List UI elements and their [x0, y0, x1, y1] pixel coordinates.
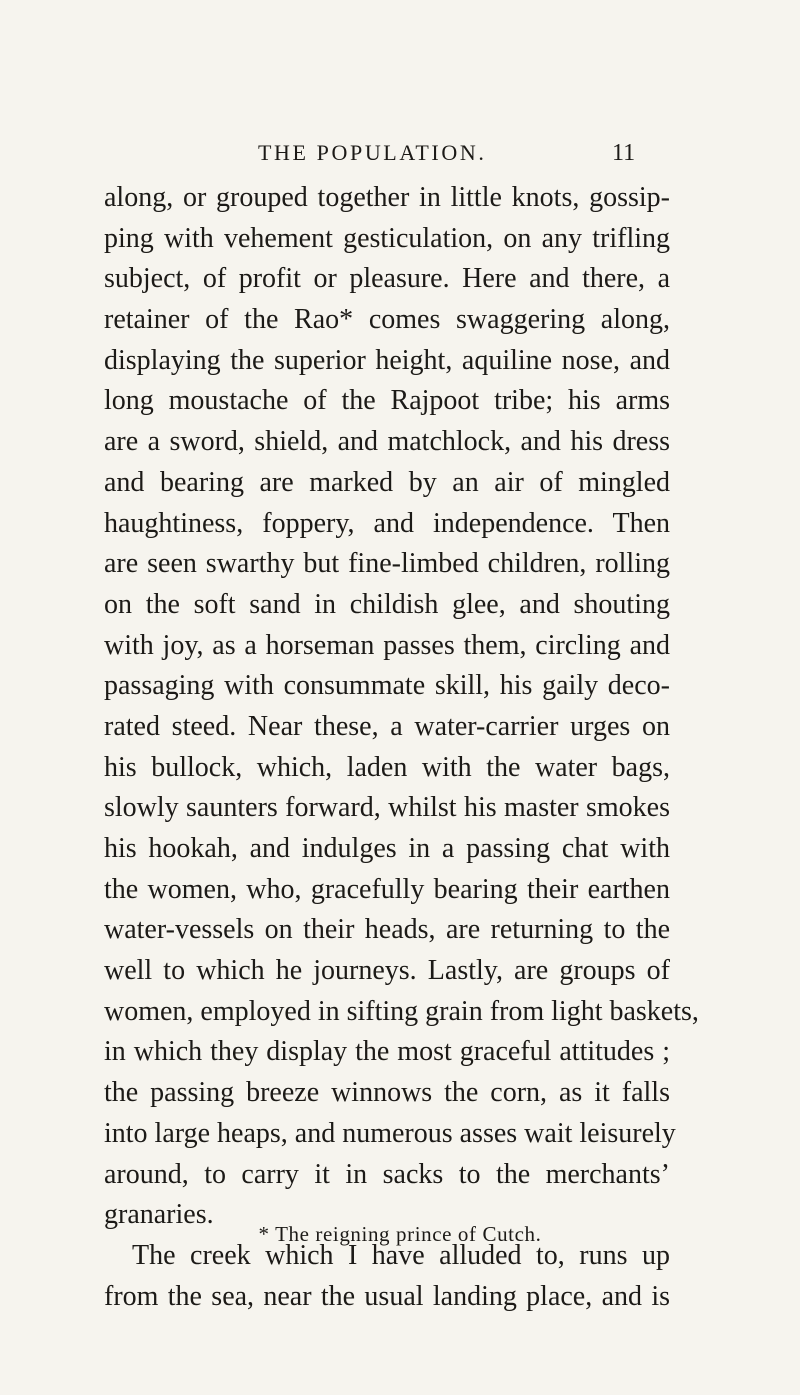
text-line: women, employed in sifting grain from light baskets, — [104, 995, 699, 1027]
text-line: slowly saunters forward, whilst his master smokes — [104, 792, 670, 824]
text-line: well to which he journeys. Lastly, are groups of — [104, 955, 670, 987]
text-line: his bullock, which, laden with the water bags, — [104, 751, 670, 783]
text-line: with joy, as a horseman passes them, circling and — [104, 629, 670, 661]
text-line: subject, of profit or pleasure. Here and there, a — [104, 263, 670, 295]
body-text — [104, 178, 699, 1317]
text-line: are a sword, shield, and matchlock, and his dress — [104, 426, 670, 458]
text-line: passaging with consummate skill, his gaily deco- — [104, 670, 670, 702]
text-line: along, or grouped together in little knots, gossip- — [104, 182, 670, 213]
text-line: water-vessels on their heads, are returning to the — [104, 914, 670, 946]
text-line: on the soft sand in childish glee, and shouting — [104, 588, 670, 620]
text-line: rated steed. Near these, a water-carrier urges on — [104, 710, 670, 742]
text-line: from the sea, near the usual landing place, and is — [104, 1280, 670, 1312]
text-line: and bearing are marked by an air of mingled — [104, 466, 670, 498]
text-line: are seen swarthy but fine-limbed children, rolling — [104, 548, 670, 580]
text-line: the passing breeze winnows the corn, as it falls — [104, 1077, 670, 1109]
text-line: retainer of the Rao* comes swaggering along, — [104, 304, 670, 336]
text-line: ping with vehement gesticulation, on any trifling — [104, 222, 670, 254]
running-head — [0, 140, 800, 174]
text-line: into large heaps, and numerous asses wait leisurely — [104, 1117, 676, 1149]
text-line: long moustache of the Rajpoot tribe; his arms — [104, 385, 670, 417]
text-line: his hookah, and indulges in a passing chat with — [104, 833, 670, 864]
text-line: around, to carry it in sacks to the merchants’ — [104, 1158, 670, 1190]
footnote: * The reigning prince of Cutch. — [258, 1222, 542, 1246]
text-line-paragraph-end: granaries. — [104, 1199, 214, 1231]
text-line: in which they display the most graceful attitudes ; — [104, 1036, 670, 1068]
page-number: 11 — [612, 140, 636, 166]
text-line-paragraph-start: The creek which I have alluded to, runs up — [132, 1239, 670, 1271]
running-title: THE POPULATION. — [258, 140, 487, 165]
text-line: displaying the superior height, aquiline nose, and — [104, 344, 670, 376]
text-line: haughtiness, foppery, and independence. Then — [104, 507, 670, 539]
text-line: the women, who, gracefully bearing their earthen — [104, 873, 670, 905]
